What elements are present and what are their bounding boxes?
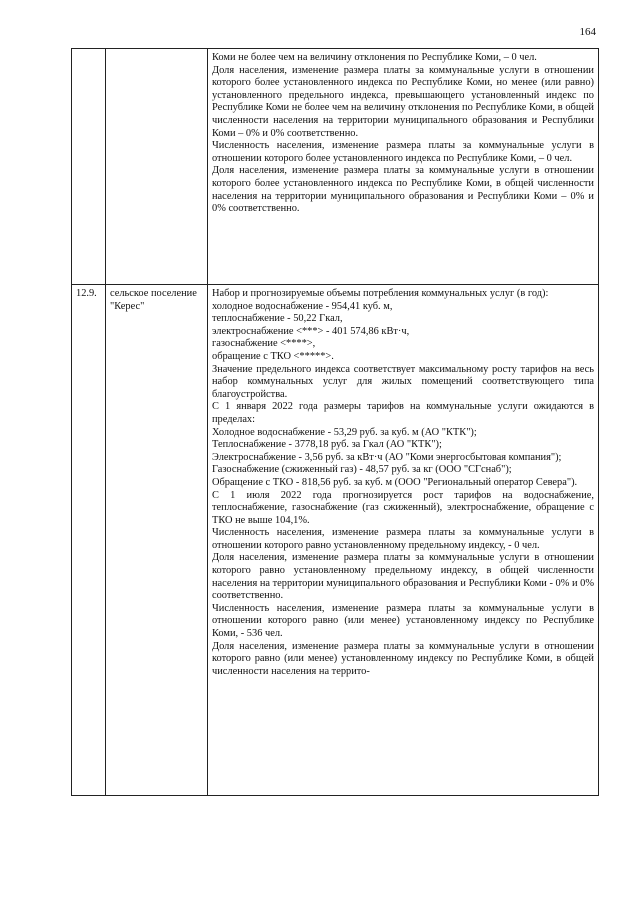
paragraph: теплоснабжение - 50,22 Гкал, xyxy=(212,313,343,325)
paragraph: холодное водоснабжение - 954,41 куб. м, xyxy=(212,300,393,312)
paragraph: электроснабжение <***> - 401 574,86 кВт·ч, xyxy=(212,325,410,337)
paragraph: С 1 января 2022 года размеры тарифов на коммунальные услуги ожидаются в пределах: xyxy=(212,401,594,425)
paragraph: Холодное водоснабжение - 53,29 руб. за куб. м (АО "КТК"); xyxy=(212,426,477,438)
paragraph: Численность населения, изменение размера платы за коммунальные услуги в отношении которого более установленного индекса по Республике Коми, – 0 чел. xyxy=(212,140,594,164)
row-number-cell: 12.9. xyxy=(72,285,106,796)
paragraph: обращение с ТКО <*****>. xyxy=(212,350,334,362)
paragraph: Коми не более чем на величину отклонения по Республике Коми, – 0 чел. xyxy=(212,52,537,63)
paragraph: Доля населения, изменение размера платы за коммунальные услуги в отношении которого более установленного индекса по Республике Коми, в общей численности населения на территории муниципального образования и Республики Коми – 0% и 0% соответственно. xyxy=(212,165,594,215)
description-cell xyxy=(208,49,599,285)
page-number: 164 xyxy=(579,26,596,38)
table-row xyxy=(72,49,599,285)
row-number-cell xyxy=(72,49,106,285)
municipality-name-cell: сельское поселение "Керес" xyxy=(106,285,208,796)
paragraph: С 1 июля 2022 года прогнозируется рост тарифов на водоснабжение, теплоснабжение, газоснабжение (газ сжиженный), электроснабжение, обращение с ТКО не выше 104,1%. xyxy=(212,489,594,526)
paragraph: Значение предельного индекса соответствует максимальному росту тарифов на весь набор коммунальных услуг для жилых помещений соответствующего типа благоустройства. xyxy=(212,363,594,400)
table-row xyxy=(72,285,599,796)
paragraph: Доля населения, изменение размера платы за коммунальные услуги в отношении которого равно (или менее) установленному индексу по Республике Коми, в общей численности населения на террито- xyxy=(212,640,594,677)
paragraph: Теплоснабжение - 3778,18 руб. за Гкал (АО "КТК"); xyxy=(212,439,442,451)
paragraph: Газоснабжение (сжиженный газ) - 48,57 руб. за кг (ООО "СГснаб"); xyxy=(212,464,512,476)
paragraph: Численность населения, изменение размера платы за коммунальные услуги в отношении которого равно установленному предельному индексу, - 0 чел. xyxy=(212,527,594,551)
description-cell xyxy=(208,285,599,796)
paragraph: Набор и прогнозируемые объемы потребления коммунальных услуг (в год): xyxy=(212,288,549,299)
paragraph: Электроснабжение - 3,56 руб. за кВт·ч (АО "Коми энергосбытовая компания"); xyxy=(212,451,562,463)
paragraph: Доля населения, изменение размера платы за коммунальные услуги в отношении которого более установленного индекса по Республике Коми, но менее (или равно) установленного предельного индекса, превышающего установленный индекс по Республике Коми не более чем на величину отклонения по Республике Коми, в общей численности населения на территории муниципального образования и Республики Коми – 0% и 0% соответственно. xyxy=(212,64,594,139)
document-table xyxy=(71,48,599,796)
paragraph: газоснабжение <****>, xyxy=(212,338,316,350)
paragraph: Численность населения, изменение размера платы за коммунальные услуги в отношении которого равно (или менее) установленному индексу по Республике Коми, - 536 чел. xyxy=(212,602,594,640)
paragraph: Обращение с ТКО - 818,56 руб. за куб. м (ООО "Региональный оператор Севера"). xyxy=(212,476,578,488)
paragraph: Доля населения, изменение размера платы за коммунальные услуги в отношении которого равно установленному предельному индексу, в общей численности населения на территории муниципального образования и Республики Коми - 0% и 0% соответственно. xyxy=(212,552,594,602)
municipality-name-cell xyxy=(106,49,208,285)
